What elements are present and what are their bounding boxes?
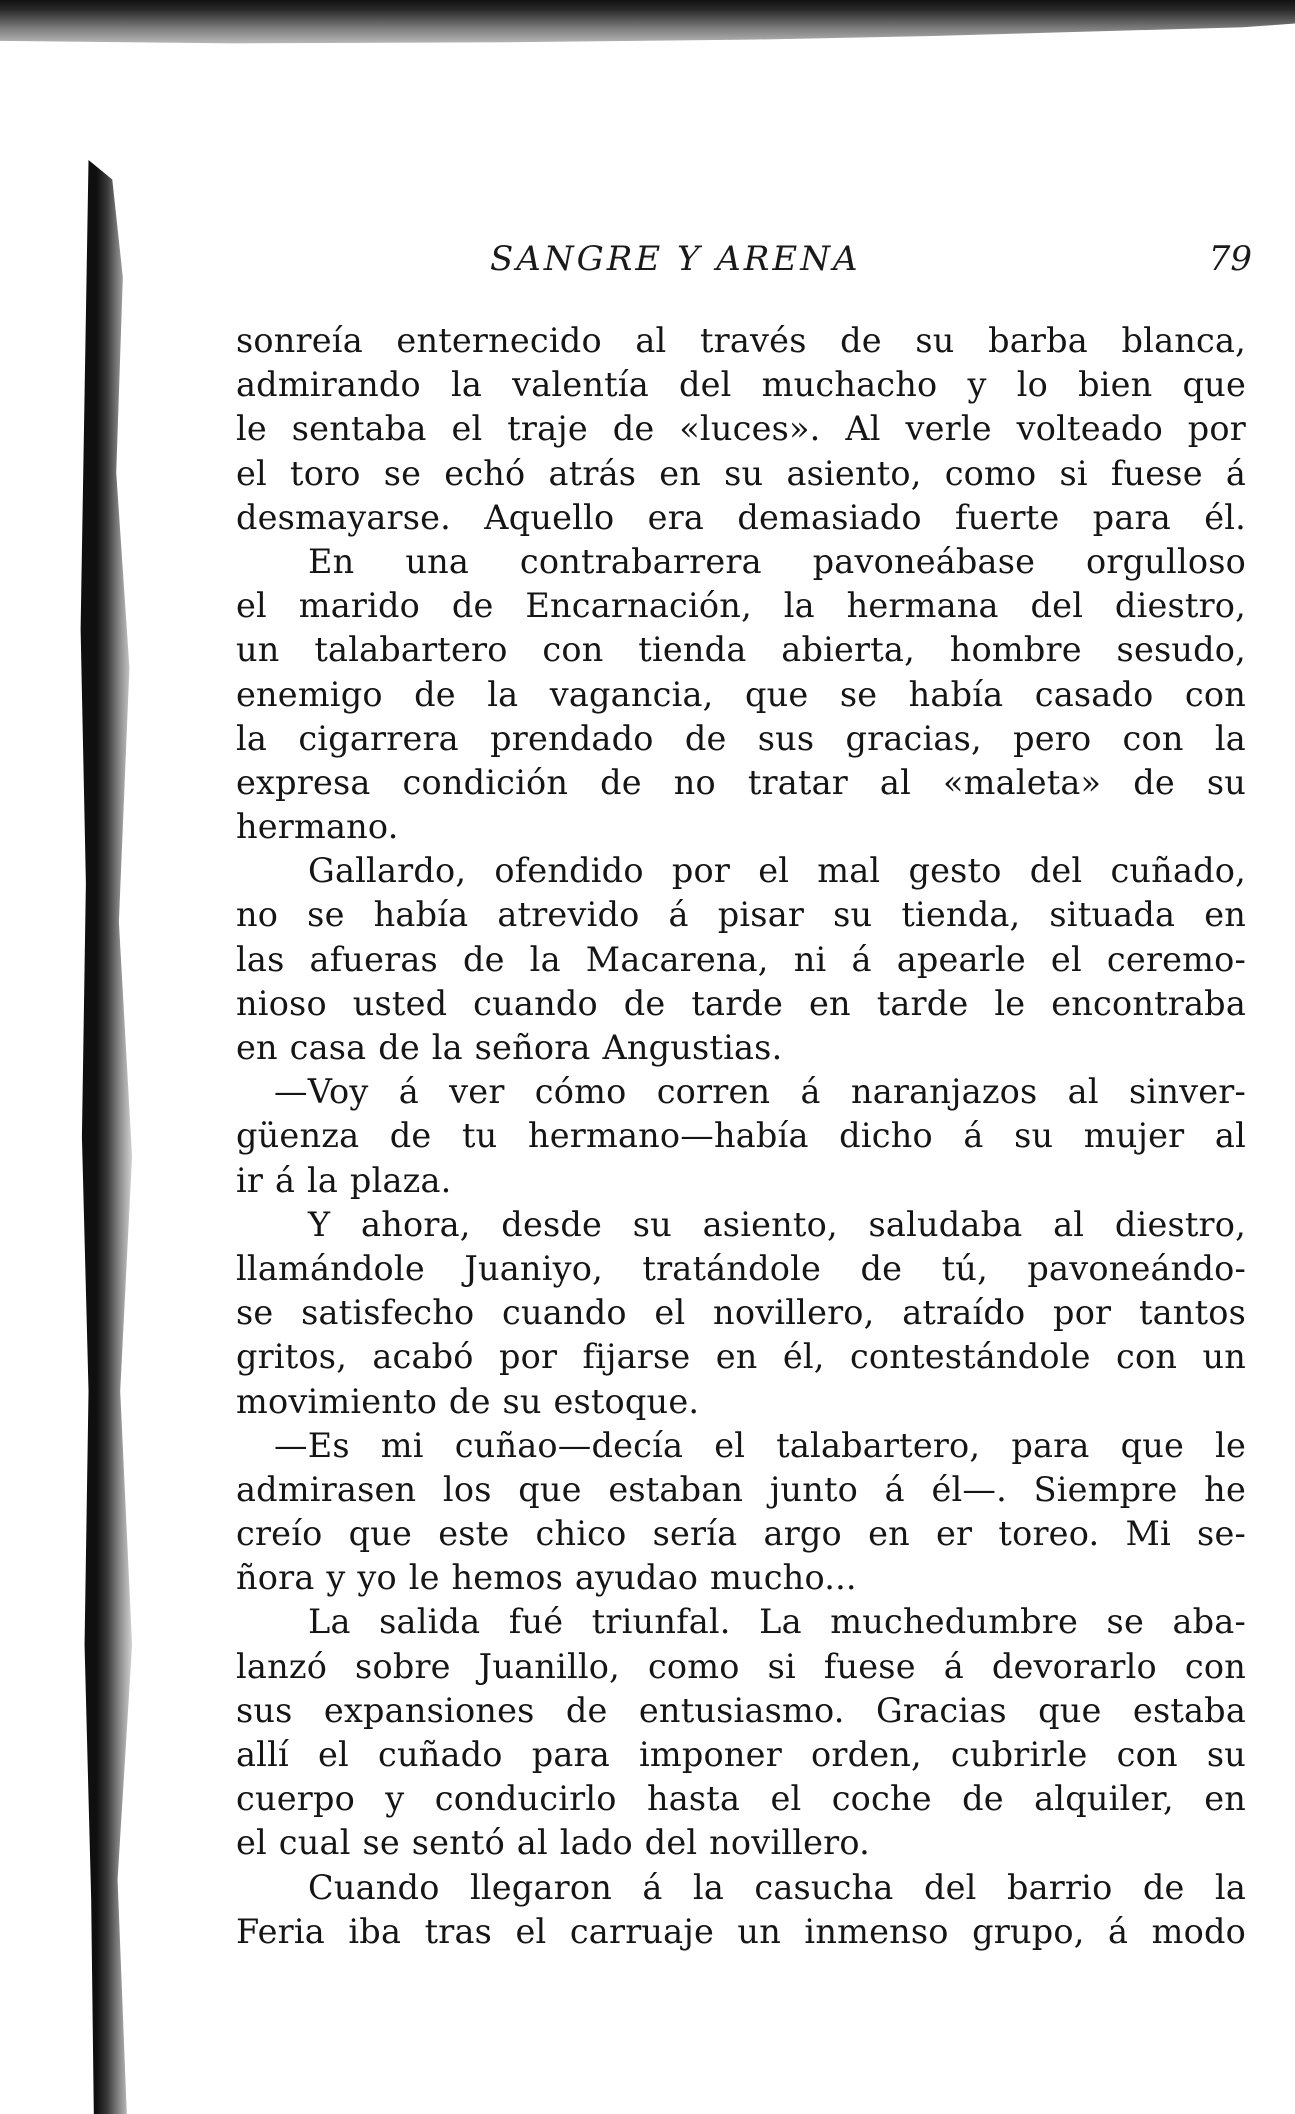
text-line: gritos, acabó por fijarse en él, contestándole con un <box>236 1337 1246 1377</box>
page-number: 79 <box>1208 239 1252 279</box>
text-line: Feria iba tras el carruaje un inmenso grupo, á modo <box>236 1911 1246 1951</box>
text-line: llamándole Juaniyo, tratándole de tú, pavoneándo- <box>236 1248 1246 1288</box>
text-line: Cuando llegaron á la casucha del barrio de la <box>308 1867 1246 1907</box>
text-line: le sentaba el traje de «luces». Al verle volteado por <box>236 409 1246 449</box>
text-line: el marido de Encarnación, la hermana del diestro, <box>236 586 1246 626</box>
text-line: un talabartero con tienda abierta, hombre sesudo, <box>236 630 1246 670</box>
text-line: admirando la valentía del muchacho y lo bien que <box>236 365 1246 405</box>
text-line: las afueras de la Macarena, ni á apearle el ceremo- <box>236 939 1246 979</box>
text-line: creío que este chico sería argo en er toreo. Mi se- <box>236 1514 1246 1554</box>
text-line: no se había atrevido á pisar su tienda, situada en <box>236 895 1246 935</box>
text-line: cuerpo y conducirlo hasta el coche de alquiler, en <box>236 1779 1246 1819</box>
top-scan-shadow <box>0 0 1295 62</box>
text-line: güenza de tu hermano—había dicho á su mujer al <box>236 1116 1246 1156</box>
text-line: ir á la plaza. <box>236 1160 452 1200</box>
text-line: hermano. <box>236 807 399 847</box>
left-binding-shadow <box>74 160 140 2114</box>
text-line: —Es mi cuñao—decía el talabartero, para que le <box>274 1425 1246 1465</box>
text-line: desmayarse. Aquello era demasiado fuerte para él. <box>236 497 1246 537</box>
text-line: la cigarrera prendado de sus gracias, pero con la <box>236 718 1246 758</box>
text-line: el cual se sentó al lado del novillero. <box>236 1823 870 1863</box>
text-line: allí el cuñado para imponer orden, cubrirle con su <box>236 1735 1246 1774</box>
text-line: en casa de la señora Angustias. <box>236 1028 783 1067</box>
text-line: —Voy á ver cómo corren á naranjazos al sinver- <box>274 1072 1246 1112</box>
text-line: ñora y yo le hemos ayudao mucho... <box>236 1558 857 1598</box>
text-line: admirasen los que estaban junto á él—. Siempre he <box>236 1469 1246 1509</box>
text-line: La salida fué triunfal. La muchedumbre se aba- <box>308 1602 1246 1642</box>
text-line: se satisfecho cuando el novillero, atraído por tantos <box>236 1293 1246 1333</box>
text-line: sus expansiones de entusiasmo. Gracias que estaba <box>236 1690 1246 1730</box>
text-line: lanzó sobre Juanillo, como si fuese á devorarlo con <box>236 1646 1246 1686</box>
text-line: enemigo de la vagancia, que se había casado con <box>236 674 1246 714</box>
text-line: el toro se echó atrás en su asiento, como si fuese á <box>236 453 1246 493</box>
book-title: SANGRE Y ARENA <box>490 239 861 279</box>
body-text <box>236 319 1246 1969</box>
text-line: nioso usted cuando de tarde en tarde le encontraba <box>236 983 1246 1023</box>
text-line: sonreía enternecido al través de su barba blanca, <box>236 321 1246 360</box>
text-line: Gallardo, ofendido por el mal gesto del cuñado, <box>308 851 1246 891</box>
text-line: movimiento de su estoque. <box>236 1381 700 1421</box>
text-line: expresa condición de no tratar al «maleta» de su <box>236 762 1246 802</box>
running-head <box>240 232 1252 286</box>
text-line: En una contrabarrera pavoneábase orgulloso <box>308 541 1246 581</box>
text-line: Y ahora, desde su asiento, saludaba al diestro, <box>308 1204 1246 1244</box>
